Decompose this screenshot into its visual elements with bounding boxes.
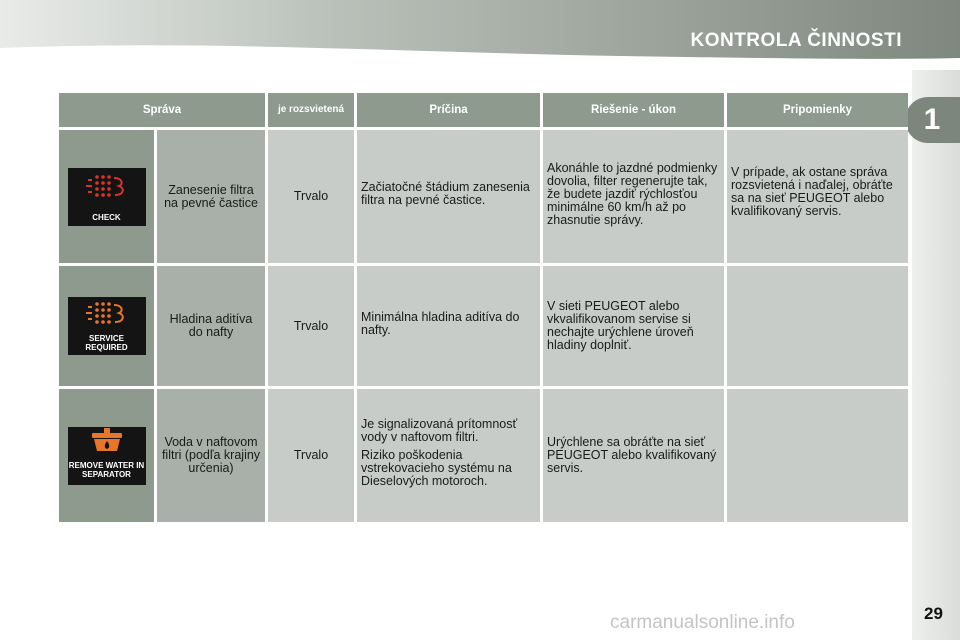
water-in-fuel-warning-icon — [68, 427, 146, 485]
header-cause: Príčina — [357, 93, 540, 127]
table-row — [59, 266, 908, 386]
header-lit: je rozsvietená — [268, 93, 354, 127]
cause-cell — [357, 389, 540, 522]
warning-messages-table — [56, 90, 911, 525]
header-message: Správa — [59, 93, 265, 127]
cause-text: Riziko poškodenia vstrekovacieho systému na Dieselových motoroch. — [361, 448, 512, 488]
cause-cell — [357, 266, 540, 386]
solution-cell: V sieti PEUGEOT alebo vkvalifikovanom servise si nechajte urýchlene úroveň hladiny doplniť. — [543, 266, 724, 386]
cause-text: Je signalizovaná prítomnosť vody v naftovom filtri. — [361, 417, 518, 444]
solution-cell: Akonáhle to jazdné podmienky dovolia, filter regenerujte tak, že budete jazdiť rýchlosťou minimálne 60 km/h až po zhasnutie správy. — [543, 130, 724, 263]
remark-cell — [727, 389, 908, 522]
page-number: 29 — [924, 604, 943, 623]
icon-cell — [59, 130, 154, 263]
header-remarks: Pripomienky — [727, 93, 908, 127]
side-strip — [912, 70, 960, 640]
header-solution: Riešenie - úkon — [543, 93, 724, 127]
icon-label: SERVICE REQUIRED — [85, 334, 128, 352]
cause-text: Začiatočné štádium zanesenia filtra na pevné častice. — [361, 180, 530, 207]
message-cell: Voda v naftovom filtri (podľa krajiny určenia) — [157, 389, 265, 522]
chapter-number: 1 — [923, 103, 941, 136]
message-cell: Zanesenie filtra na pevné častice — [157, 130, 265, 263]
table-header-row — [59, 93, 908, 127]
solution-cell: Urýchlene sa obráťte na sieť PEUGEOT alebo kvalifikovaný servis. — [543, 389, 724, 522]
cause-cell — [357, 130, 540, 263]
message-cell: Hladina aditíva do nafty — [157, 266, 265, 386]
table-row — [59, 389, 908, 522]
icon-label: REMOVE WATER IN SEPARATOR — [68, 460, 145, 479]
state-cell: Trvalo — [268, 389, 354, 522]
cause-text: Minimálna hladina aditíva do nafty. — [361, 309, 520, 337]
icon-label: CHECK — [92, 212, 121, 222]
table-row — [59, 130, 908, 263]
state-cell: Trvalo — [268, 130, 354, 263]
particle-filter-warning-icon — [68, 168, 146, 226]
remark-cell: V prípade, ak ostane správa rozsvietená i naďalej, obráťte sa na sieť PEUGEOT alebo kvalifikovaný servis. — [727, 130, 908, 263]
state-cell: Trvalo — [268, 266, 354, 386]
additive-level-warning-icon — [68, 297, 146, 355]
icon-cell — [59, 389, 154, 522]
icon-cell — [59, 266, 154, 386]
remark-cell — [727, 266, 908, 386]
watermark: carmanualsonline.info — [610, 612, 795, 633]
page-title: KONTROLA ČINNOSTI — [690, 30, 902, 51]
